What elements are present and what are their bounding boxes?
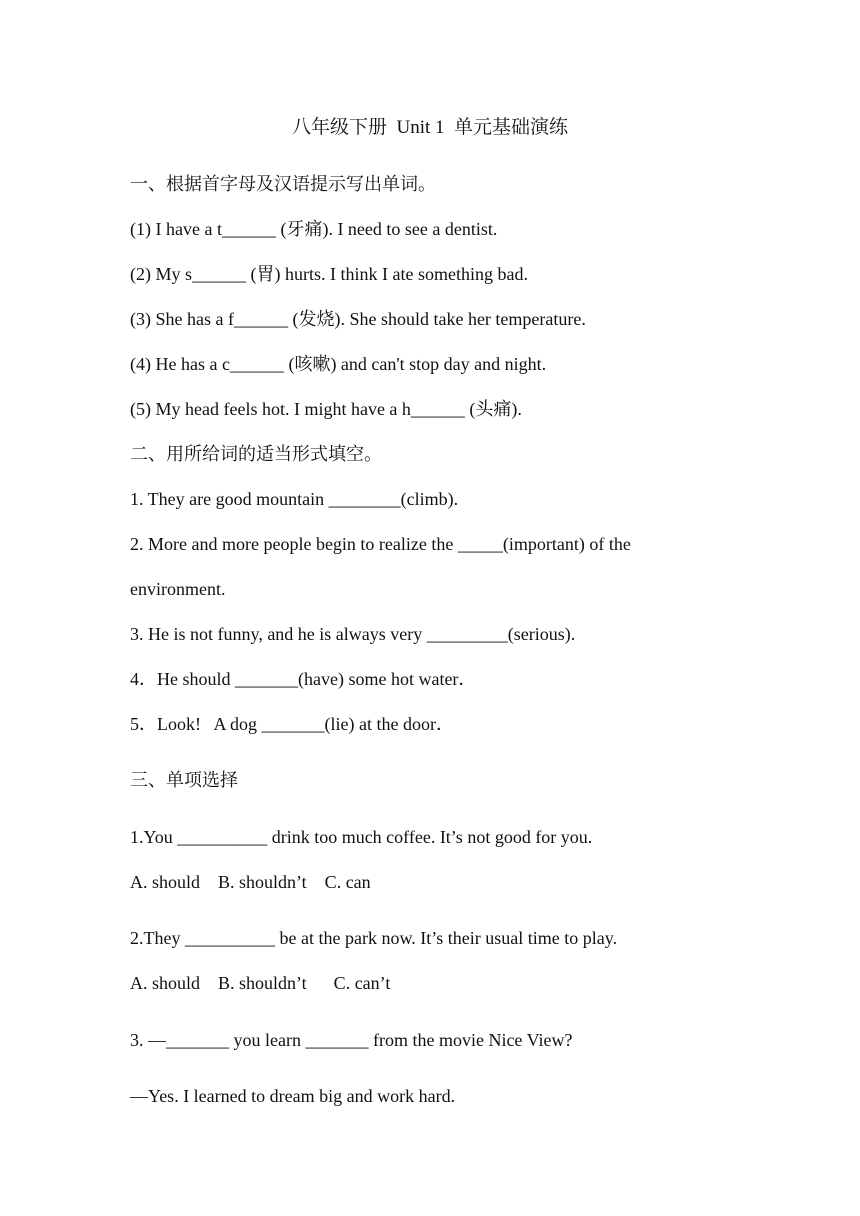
question-3: 3. —_______ you learn _______ from the movie Nice View? — [130, 1030, 573, 1050]
section-1-heading: 一、根据首字母及汉语提示写出单词。 — [130, 174, 436, 194]
section-2-heading: 二、用所给词的适当形式填空。 — [130, 444, 382, 464]
section-1-item-2: (2) My s______ (胃) hurts. I think I ate something bad. — [130, 264, 528, 284]
section-2-item-1: 1. They are good mountain ________(climb). — [130, 489, 459, 509]
page-title: 八年级下册 Unit 1 单元基础演练 — [291, 117, 569, 138]
question-1-options: A. should B. shouldn’t C. can — [130, 872, 371, 892]
section-2-item-2: 2. More and more people begin to realize the _____(important) of the — [130, 534, 631, 554]
question-1: 1.You __________ drink too much coffee. It’s not good for you. — [130, 827, 593, 847]
section-2-item-5: 5．Look! A dog _______(lie) at the door． — [130, 714, 454, 734]
question-3-answer: —Yes. I learned to dream big and work hard. — [130, 1086, 456, 1106]
section-2-item-2-continued: environment. — [130, 579, 226, 599]
section-2-item-3: 3. He is not funny, and he is always very _________(serious). — [130, 624, 576, 644]
section-3-heading: 三、单项选择 — [130, 770, 238, 790]
question-2: 2.They __________ be at the park now. It’s their usual time to play. — [130, 928, 618, 948]
question-2-options: A. should B. shouldn’t C. can’t — [130, 973, 391, 993]
section-1-item-3: (3) She has a f______ (发烧). She should take her temperature. — [130, 309, 586, 329]
section-1-item-4: (4) He has a c______ (咳嗽) and can't stop day and night. — [130, 354, 547, 374]
section-1-item-5: (5) My head feels hot. I might have a h______ (头痛). — [130, 399, 522, 419]
section-1-item-1: (1) I have a t______ (牙痛). I need to see a dentist. — [130, 219, 498, 239]
section-2-item-4: 4．He should _______(have) some hot water． — [130, 669, 477, 689]
